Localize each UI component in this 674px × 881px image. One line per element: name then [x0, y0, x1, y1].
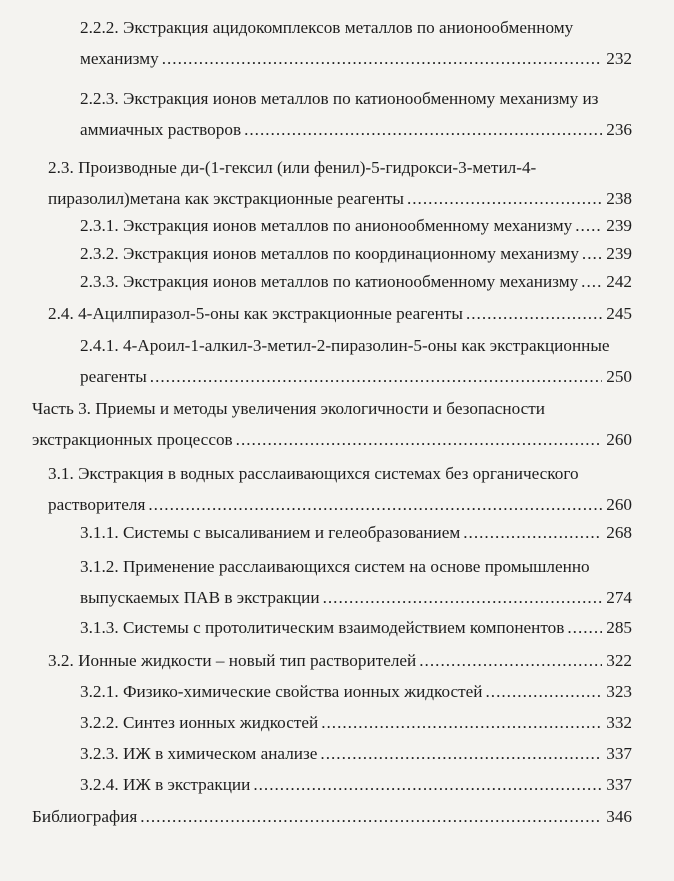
dot-leader	[148, 489, 602, 520]
dot-leader	[466, 298, 602, 329]
dot-leader	[485, 676, 602, 707]
toc-entry-title-line: Часть 3. Приемы и методы увеличения экологичности и безопасности	[32, 399, 545, 418]
dot-leader	[567, 612, 602, 643]
toc-entry	[80, 210, 632, 241]
toc-page-number: 242	[606, 272, 632, 291]
dot-leader	[140, 801, 602, 832]
toc-entry-title-line: 2.2.3. Экстракция ионов металлов по катионообменному механизму из	[80, 89, 599, 108]
toc-page-number: 239	[606, 216, 632, 235]
toc-entry	[48, 458, 632, 520]
toc-page-number: 260	[606, 430, 632, 449]
dot-leader	[575, 210, 602, 241]
toc-entry	[80, 738, 632, 769]
dot-leader	[236, 424, 603, 455]
toc-entry	[80, 551, 632, 613]
toc-entry	[32, 801, 632, 832]
toc-entry-title-line: 3.2.1. Физико-химические свойства ионных жидкостей	[80, 682, 483, 701]
toc-entry-title-line: аммиачных растворов	[80, 120, 242, 139]
toc-page-number: 337	[606, 744, 632, 763]
toc-entry-title-line: 2.4. 4-Ацилпиразол-5-оны как экстракционные реагенты	[48, 304, 463, 323]
toc-entry	[80, 707, 632, 738]
toc-entry-title-line: выпускаемых ПАВ в экстракции	[80, 588, 320, 607]
toc-page-number: 285	[606, 618, 632, 637]
toc-entry	[80, 83, 632, 145]
toc-entry-title-line: 2.3.3. Экстракция ионов металлов по катионообменному механизму	[80, 272, 579, 291]
toc-entry	[80, 238, 632, 269]
dot-leader	[581, 266, 602, 297]
toc-entry-title-line: 3.1.1. Системы с высаливанием и гелеобразованием	[80, 523, 461, 542]
dot-leader	[323, 582, 603, 613]
toc-entry	[48, 298, 632, 329]
toc-entry	[80, 330, 632, 392]
toc-entry	[80, 12, 632, 74]
toc-entry	[32, 393, 632, 455]
toc-entry-title-line: 3.2. Ионные жидкости – новый тип растворителей	[48, 651, 417, 670]
toc-page-number: 239	[606, 244, 632, 263]
toc-entry-title-line: 3.2.3. ИЖ в химическом анализе	[80, 744, 318, 763]
dot-leader	[253, 769, 602, 800]
toc-page-number: 238	[606, 189, 632, 208]
toc-entry-title-line: 2.4.1. 4-Ароил-1-алкил-3-метил-2-пиразолин-5-оны как экстракционные	[80, 336, 610, 355]
toc-page-number: 232	[606, 49, 632, 68]
toc-entry-title-line: экстракционных процессов	[32, 430, 233, 449]
toc-page-number: 245	[606, 304, 632, 323]
toc-entry-title-line: 3.1.3. Системы с протолитическим взаимодействием компонентов	[80, 618, 565, 637]
toc-entry-title-line: Библиография	[32, 807, 138, 826]
toc-entry	[48, 152, 632, 214]
dot-leader	[582, 238, 602, 269]
toc-page-number: 268	[606, 523, 632, 542]
dot-leader	[463, 517, 602, 548]
toc-page-number: 323	[606, 682, 632, 701]
toc-page-number: 346	[606, 807, 632, 826]
toc-page-number: 337	[606, 775, 632, 794]
dot-leader	[150, 361, 602, 392]
toc-entry	[80, 612, 632, 643]
toc-entry-title-line: механизму	[80, 49, 159, 68]
toc-entry-title-line: 2.3.1. Экстракция ионов металлов по анионообменному механизму	[80, 216, 573, 235]
dot-leader	[162, 43, 603, 74]
toc-entry-title-line: 3.1.2. Применение расслаивающихся систем на основе промышленно	[80, 557, 590, 576]
toc-entry-title-line: 3.1. Экстракция в водных расслаивающихся системах без органического	[48, 464, 579, 483]
dot-leader	[244, 114, 602, 145]
toc-entry-title-line: 3.2.2. Синтез ионных жидкостей	[80, 713, 319, 732]
toc-entry	[80, 769, 632, 800]
toc-page-number: 236	[606, 120, 632, 139]
toc-entry	[80, 517, 632, 548]
toc-page-number: 322	[606, 651, 632, 670]
toc-entry-title-line: 2.3.2. Экстракция ионов металлов по координационному механизму	[80, 244, 579, 263]
toc-entry-title-line: реагенты	[80, 367, 147, 386]
toc-page-number: 332	[606, 713, 632, 732]
toc-entry-title-line: пиразолил)метана как экстракционные реагенты	[48, 189, 404, 208]
dot-leader	[419, 645, 602, 676]
toc-entry-title-line: 3.2.4. ИЖ в экстракции	[80, 775, 251, 794]
toc-page-number: 274	[606, 588, 632, 607]
toc-entry	[80, 676, 632, 707]
toc-entry	[80, 266, 632, 297]
toc-page-number: 260	[606, 495, 632, 514]
toc-page-number: 250	[606, 367, 632, 386]
toc-entry	[48, 645, 632, 676]
toc-entry-title-line: растворителя	[48, 495, 146, 514]
dot-leader	[320, 738, 602, 769]
dot-leader	[321, 707, 602, 738]
toc-entry-title-line: 2.2.2. Экстракция ацидокомплексов металлов по анионообменному	[80, 18, 574, 37]
toc-entry-title-line: 2.3. Производные ди-(1-гексил (или фенил)-5-гидрокси-3-метил-4-	[48, 158, 537, 177]
